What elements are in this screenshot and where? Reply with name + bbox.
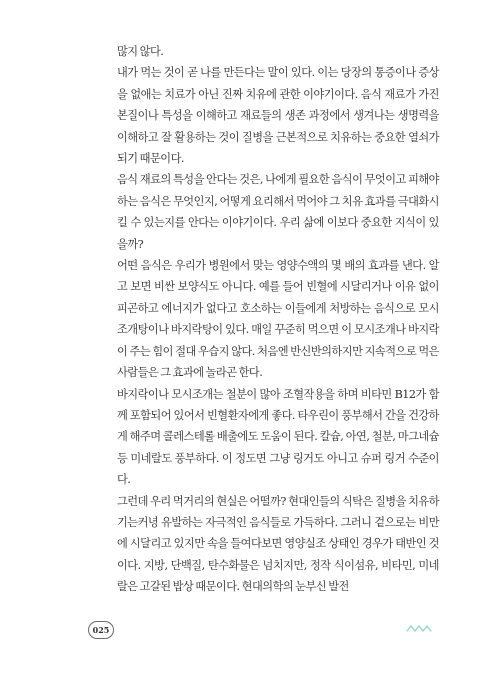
body-text bbox=[117, 41, 439, 598]
paragraph: 음식 재료의 특성을 안다는 것은, 나에게 필요한 음식이 무엇이고 피해야 하는 음식은 무엇인지, 어떻게 요리해서 먹어야 그 치유 효과를 극대화시킬 수 있는지를 안다는 이야기이다. 우리 삶에 이보다 중요한 지식이 있을까? bbox=[117, 173, 439, 251]
page-number: 025 bbox=[88, 621, 114, 639]
paragraph: 많지 않다. bbox=[117, 45, 164, 58]
page-footer bbox=[0, 618, 500, 648]
wave-icon bbox=[406, 624, 434, 634]
paragraph: 바지락이나 모시조개는 철분이 많아 조혈작용을 하며 비타민 B12가 함께 포함되어 있어서 빈혈환자에게 좋다. 타우린이 풍부해서 간을 건강하게 해주며 콜레스테롤 배출에도 도움이 된다. 칼슘, 아연, 철분, 마그네슘 등 미네랄도 풍부하다. 이 정도면 그냥 링거도 아니고 슈퍼 링거 수준이다. bbox=[117, 387, 439, 487]
paragraph: 그런데 우리 먹거리의 현실은 어떨까? 현대인들의 식탁은 질병을 치유하기는커녕 유발하는 자극적인 음식들로 가득하다. 그러니 겉으로는 비만에 시달리고 있지만 속을 들여다보면 영양실조 상태인 경우가 태반인 것이다. 지방, 단백질, 탄수화물은 넘치지만, 정작 식이섬유, 비타민, 미네랄은 고갈된 밥상 때문이다. 현대의학의 눈부신 발전 bbox=[117, 494, 439, 594]
paragraph: 내가 먹는 것이 곧 나를 만든다는 말이 있다. 이는 당장의 통증이나 증상을 없애는 치료가 아닌 진짜 치유에 관한 이야기이다. 음식 재료가 가진 본질이나 특성을 이해하고 재료들의 생존 과정에서 생겨나는 생명력을 이해하고 잘 활용하는 것이 질병을 근본적으로 치유하는 중요한 열쇠가 되기 때문이다. bbox=[117, 66, 439, 166]
paragraph: 어떤 음식은 우리가 병원에서 맞는 영양수액의 몇 배의 효과를 낸다. 알고 보면 비싼 보양식도 아니다. 예를 들어 빈혈에 시달리거나 이유 없이 피곤하고 에너지가 없다고 호소하는 이들에게 처방하는 음식으로 모시조개탕이나 바지락탕이 있다. 매일 꾸준히 먹으면 이 모시조개나 바지락이 주는 힘이 절대 우습지 않다. 처음엔 반신반의하지만 지속적으로 먹은 사람들은 그 효과에 놀라곤 한다. bbox=[117, 259, 439, 380]
